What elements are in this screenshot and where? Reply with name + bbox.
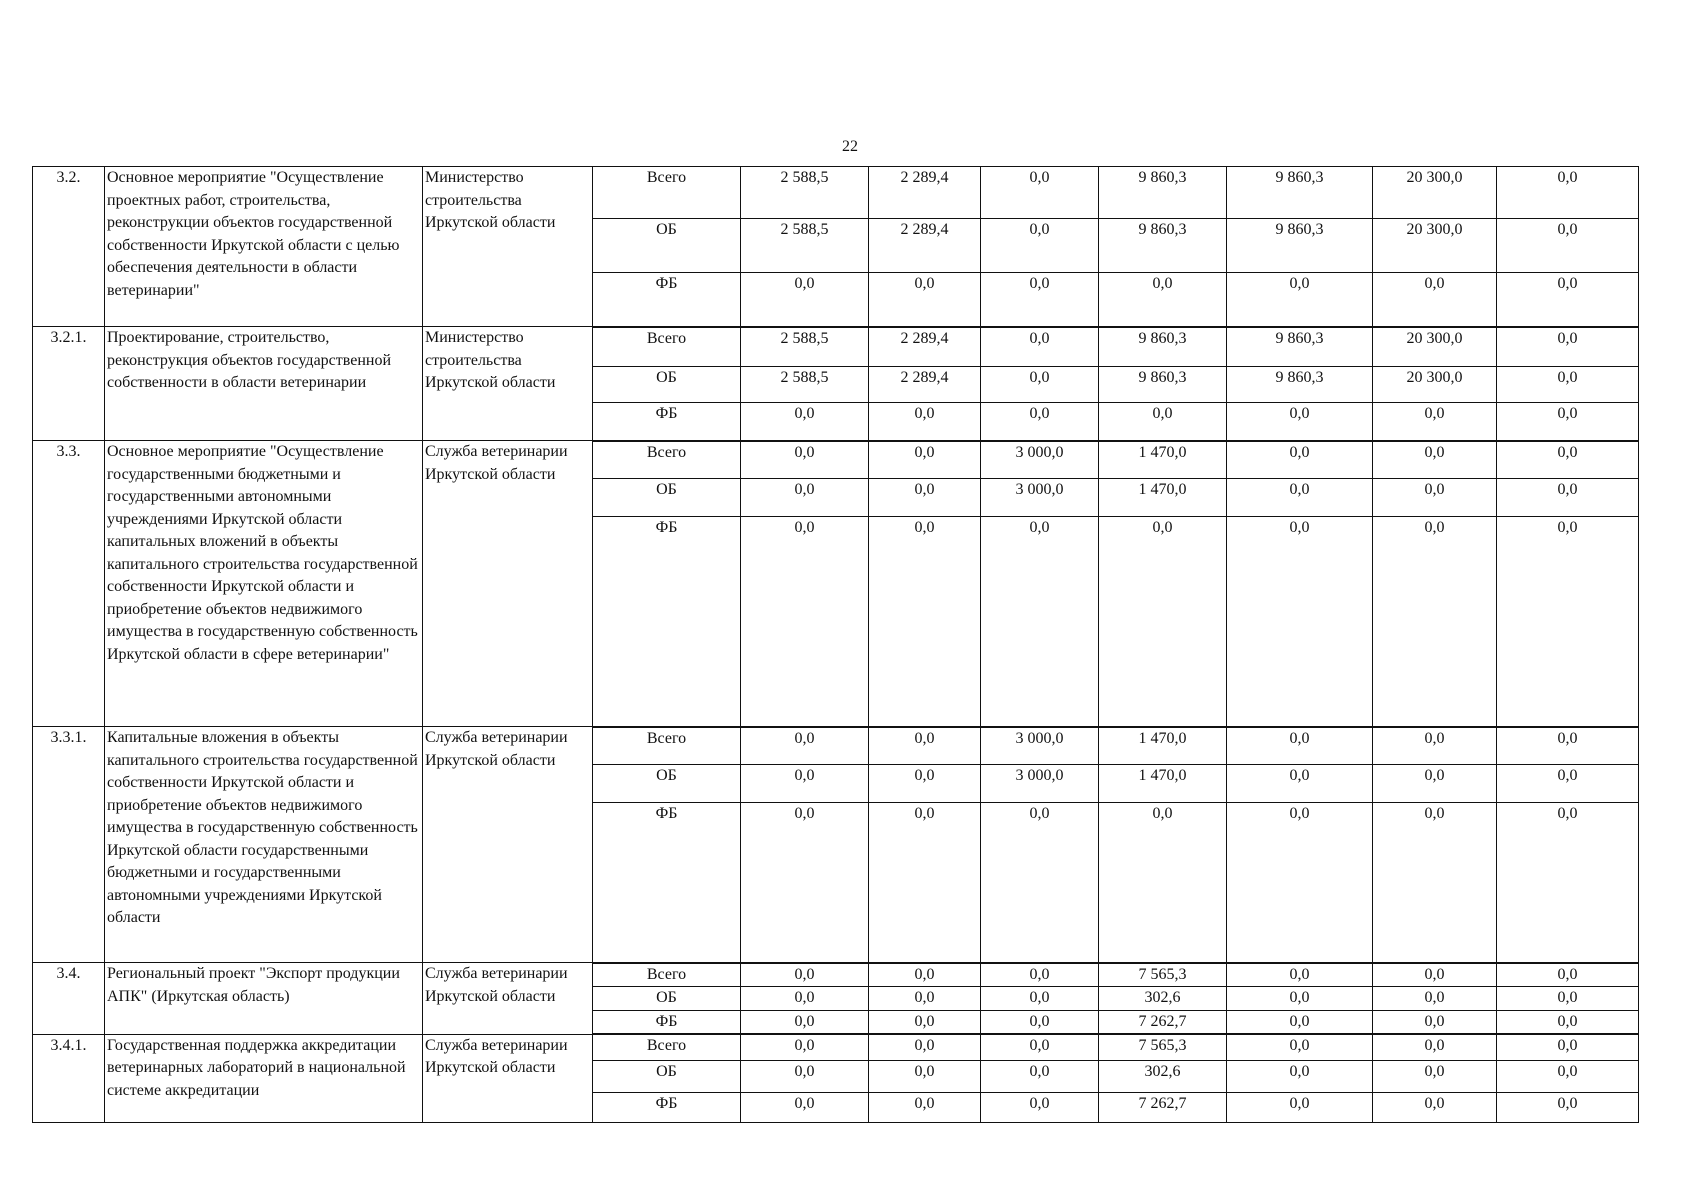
value-cell: 0,0 bbox=[1497, 479, 1639, 517]
value-cell: 0,0 bbox=[869, 1060, 981, 1092]
value-cell: 0,0 bbox=[1497, 367, 1639, 403]
value-cell: 3 000,0 bbox=[981, 727, 1099, 765]
executor: Министерство строительства Иркутской области bbox=[423, 167, 593, 327]
value-cell: 0,0 bbox=[741, 765, 869, 803]
value-cell: 0,0 bbox=[1373, 803, 1497, 963]
value-cell: 1 470,0 bbox=[1099, 479, 1227, 517]
value-cell: 0,0 bbox=[1373, 987, 1497, 1011]
source-label: ФБ bbox=[593, 1010, 741, 1034]
value-cell: 0,0 bbox=[1497, 1092, 1639, 1122]
row-number: 3.3. bbox=[33, 441, 105, 727]
executor: Служба ветеринарии Иркутской области bbox=[423, 963, 593, 1035]
value-cell: 0,0 bbox=[1373, 403, 1497, 441]
value-cell: 0,0 bbox=[1497, 765, 1639, 803]
value-cell: 0,0 bbox=[981, 1034, 1099, 1060]
value-cell: 0,0 bbox=[869, 441, 981, 479]
value-cell: 0,0 bbox=[1497, 219, 1639, 273]
table-row bbox=[33, 327, 1639, 367]
page-number: 22 bbox=[842, 138, 858, 155]
value-cell: 0,0 bbox=[1497, 403, 1639, 441]
value-cell: 0,0 bbox=[1099, 403, 1227, 441]
value-cell: 0,0 bbox=[741, 803, 869, 963]
value-cell: 3 000,0 bbox=[981, 479, 1099, 517]
value-cell: 2 588,5 bbox=[741, 327, 869, 367]
value-cell: 20 300,0 bbox=[1373, 367, 1497, 403]
value-cell: 9 860,3 bbox=[1227, 219, 1373, 273]
value-cell: 0,0 bbox=[981, 987, 1099, 1011]
value-cell: 302,6 bbox=[1099, 1060, 1227, 1092]
value-cell: 0,0 bbox=[741, 727, 869, 765]
executor: Министерство строительства Иркутской области bbox=[423, 327, 593, 441]
source-label: Всего bbox=[593, 1034, 741, 1060]
value-cell: 7 262,7 bbox=[1099, 1010, 1227, 1034]
source-label: ФБ bbox=[593, 517, 741, 727]
source-label: Всего bbox=[593, 441, 741, 479]
source-label: ОБ bbox=[593, 479, 741, 517]
value-cell: 0,0 bbox=[869, 517, 981, 727]
table-row bbox=[33, 441, 1639, 479]
value-cell: 0,0 bbox=[741, 1034, 869, 1060]
value-cell: 0,0 bbox=[741, 403, 869, 441]
value-cell: 3 000,0 bbox=[981, 765, 1099, 803]
value-cell: 0,0 bbox=[1373, 963, 1497, 987]
value-cell: 0,0 bbox=[1099, 803, 1227, 963]
source-label: ОБ bbox=[593, 987, 741, 1011]
source-label: Всего bbox=[593, 167, 741, 219]
value-cell: 9 860,3 bbox=[1227, 367, 1373, 403]
value-cell: 0,0 bbox=[981, 1060, 1099, 1092]
value-cell: 0,0 bbox=[1227, 1034, 1373, 1060]
value-cell: 20 300,0 bbox=[1373, 219, 1497, 273]
value-cell: 0,0 bbox=[1373, 727, 1497, 765]
value-cell: 0,0 bbox=[1497, 517, 1639, 727]
source-label: ОБ bbox=[593, 1060, 741, 1092]
value-cell: 302,6 bbox=[1099, 987, 1227, 1011]
measure-name: Основное мероприятие "Осуществление проектных работ, строительства, реконструкции объектов государственной собственности Иркутской области с целью обеспечения деятельности в области ветеринарии" bbox=[105, 167, 423, 327]
value-cell: 1 470,0 bbox=[1099, 727, 1227, 765]
value-cell: 2 588,5 bbox=[741, 167, 869, 219]
value-cell: 0,0 bbox=[1227, 963, 1373, 987]
value-cell: 7 262,7 bbox=[1099, 1092, 1227, 1122]
value-cell: 0,0 bbox=[741, 273, 869, 327]
value-cell: 2 588,5 bbox=[741, 219, 869, 273]
executor: Служба ветеринарии Иркутской области bbox=[423, 441, 593, 727]
value-cell: 0,0 bbox=[981, 963, 1099, 987]
source-label: ФБ bbox=[593, 803, 741, 963]
value-cell: 0,0 bbox=[1497, 1060, 1639, 1092]
value-cell: 0,0 bbox=[1227, 479, 1373, 517]
value-cell: 0,0 bbox=[869, 1092, 981, 1122]
value-cell: 0,0 bbox=[1227, 803, 1373, 963]
value-cell: 0,0 bbox=[1227, 1010, 1373, 1034]
value-cell: 0,0 bbox=[981, 219, 1099, 273]
value-cell: 0,0 bbox=[869, 1034, 981, 1060]
value-cell: 0,0 bbox=[741, 441, 869, 479]
value-cell: 9 860,3 bbox=[1227, 327, 1373, 367]
value-cell: 0,0 bbox=[981, 273, 1099, 327]
value-cell: 2 289,4 bbox=[869, 167, 981, 219]
value-cell: 0,0 bbox=[741, 987, 869, 1011]
value-cell: 0,0 bbox=[981, 367, 1099, 403]
value-cell: 20 300,0 bbox=[1373, 327, 1497, 367]
value-cell: 0,0 bbox=[1497, 727, 1639, 765]
value-cell: 0,0 bbox=[981, 167, 1099, 219]
value-cell: 0,0 bbox=[741, 963, 869, 987]
value-cell: 0,0 bbox=[741, 1060, 869, 1092]
value-cell: 9 860,3 bbox=[1099, 367, 1227, 403]
measure-name: Капитальные вложения в объекты капитального строительства государственной собственности Иркутской области и приобретение объектов недвижимого имущества в государственную собственность Иркутской области государственными бюджетными и государственными автономными учреждениями Иркутской области bbox=[105, 727, 423, 963]
value-cell: 0,0 bbox=[869, 273, 981, 327]
row-number: 3.4.1. bbox=[33, 1034, 105, 1122]
value-cell: 0,0 bbox=[1497, 327, 1639, 367]
value-cell: 0,0 bbox=[1373, 479, 1497, 517]
table-row bbox=[33, 1034, 1639, 1060]
value-cell: 0,0 bbox=[1373, 441, 1497, 479]
value-cell: 2 289,4 bbox=[869, 327, 981, 367]
value-cell: 9 860,3 bbox=[1099, 327, 1227, 367]
table-row bbox=[33, 963, 1639, 987]
value-cell: 0,0 bbox=[1497, 273, 1639, 327]
measure-name: Основное мероприятие "Осуществление государственными бюджетными и государственными автономными учреждениями Иркутской области капитальных вложений в объекты капитального строительства государственной собственности Иркутской области и приобретение объектов недвижимого имущества в государственную собственность Иркутской области в сфере ветеринарии" bbox=[105, 441, 423, 727]
value-cell: 0,0 bbox=[741, 517, 869, 727]
source-label: Всего bbox=[593, 963, 741, 987]
table-row bbox=[33, 167, 1639, 219]
value-cell: 0,0 bbox=[869, 479, 981, 517]
value-cell: 0,0 bbox=[869, 987, 981, 1011]
value-cell: 0,0 bbox=[1373, 765, 1497, 803]
value-cell: 1 470,0 bbox=[1099, 441, 1227, 479]
value-cell: 3 000,0 bbox=[981, 441, 1099, 479]
value-cell: 0,0 bbox=[1497, 167, 1639, 219]
value-cell: 2 588,5 bbox=[741, 367, 869, 403]
value-cell: 0,0 bbox=[1099, 273, 1227, 327]
value-cell: 7 565,3 bbox=[1099, 963, 1227, 987]
row-number: 3.4. bbox=[33, 963, 105, 1035]
source-label: Всего bbox=[593, 327, 741, 367]
executor: Служба ветеринарии Иркутской области bbox=[423, 1034, 593, 1122]
source-label: ОБ bbox=[593, 765, 741, 803]
value-cell: 0,0 bbox=[1373, 1034, 1497, 1060]
value-cell: 0,0 bbox=[981, 1010, 1099, 1034]
value-cell: 0,0 bbox=[981, 803, 1099, 963]
value-cell: 0,0 bbox=[1227, 765, 1373, 803]
source-label: ФБ bbox=[593, 1092, 741, 1122]
source-label: ОБ bbox=[593, 219, 741, 273]
measure-name: Государственная поддержка аккредитации ветеринарных лабораторий в национальной системе аккредитации bbox=[105, 1034, 423, 1122]
value-cell: 0,0 bbox=[1373, 1010, 1497, 1034]
value-cell: 0,0 bbox=[741, 1010, 869, 1034]
value-cell: 0,0 bbox=[1497, 1034, 1639, 1060]
value-cell: 0,0 bbox=[869, 765, 981, 803]
value-cell: 0,0 bbox=[981, 1092, 1099, 1122]
value-cell: 20 300,0 bbox=[1373, 167, 1497, 219]
value-cell: 0,0 bbox=[1497, 963, 1639, 987]
measure-name: Проектирование, строительство, реконструкция объектов государственной собственности в области ветеринарии bbox=[105, 327, 423, 441]
value-cell: 0,0 bbox=[1497, 1010, 1639, 1034]
table-row bbox=[33, 727, 1639, 765]
source-label: ОБ bbox=[593, 367, 741, 403]
source-label: Всего bbox=[593, 727, 741, 765]
row-number: 3.2. bbox=[33, 167, 105, 327]
value-cell: 1 470,0 bbox=[1099, 765, 1227, 803]
value-cell: 0,0 bbox=[869, 963, 981, 987]
value-cell: 0,0 bbox=[1373, 1060, 1497, 1092]
value-cell: 0,0 bbox=[1227, 403, 1373, 441]
value-cell: 0,0 bbox=[1497, 803, 1639, 963]
value-cell: 0,0 bbox=[981, 403, 1099, 441]
value-cell: 9 860,3 bbox=[1099, 167, 1227, 219]
value-cell: 9 860,3 bbox=[1227, 167, 1373, 219]
value-cell: 2 289,4 bbox=[869, 219, 981, 273]
value-cell: 0,0 bbox=[981, 327, 1099, 367]
value-cell: 0,0 bbox=[741, 1092, 869, 1122]
value-cell: 0,0 bbox=[1497, 987, 1639, 1011]
value-cell: 0,0 bbox=[869, 1010, 981, 1034]
source-label: ФБ bbox=[593, 273, 741, 327]
source-label: ФБ bbox=[593, 403, 741, 441]
value-cell: 0,0 bbox=[1497, 441, 1639, 479]
value-cell: 0,0 bbox=[741, 479, 869, 517]
funding-table bbox=[32, 166, 1639, 1123]
value-cell: 9 860,3 bbox=[1099, 219, 1227, 273]
value-cell: 0,0 bbox=[1227, 987, 1373, 1011]
value-cell: 0,0 bbox=[1227, 273, 1373, 327]
value-cell: 0,0 bbox=[869, 727, 981, 765]
value-cell: 0,0 bbox=[1227, 727, 1373, 765]
value-cell: 0,0 bbox=[1227, 1092, 1373, 1122]
value-cell: 0,0 bbox=[1373, 1092, 1497, 1122]
value-cell: 0,0 bbox=[1373, 273, 1497, 327]
value-cell: 0,0 bbox=[1373, 517, 1497, 727]
value-cell: 7 565,3 bbox=[1099, 1034, 1227, 1060]
value-cell: 0,0 bbox=[981, 517, 1099, 727]
measure-name: Региональный проект "Экспорт продукции АПК" (Иркутская область) bbox=[105, 963, 423, 1035]
row-number: 3.3.1. bbox=[33, 727, 105, 963]
row-number: 3.2.1. bbox=[33, 327, 105, 441]
value-cell: 0,0 bbox=[1227, 1060, 1373, 1092]
value-cell: 0,0 bbox=[1227, 441, 1373, 479]
value-cell: 0,0 bbox=[869, 403, 981, 441]
value-cell: 0,0 bbox=[1099, 517, 1227, 727]
value-cell: 0,0 bbox=[1227, 517, 1373, 727]
executor: Служба ветеринарии Иркутской области bbox=[423, 727, 593, 963]
value-cell: 0,0 bbox=[869, 803, 981, 963]
value-cell: 2 289,4 bbox=[869, 367, 981, 403]
